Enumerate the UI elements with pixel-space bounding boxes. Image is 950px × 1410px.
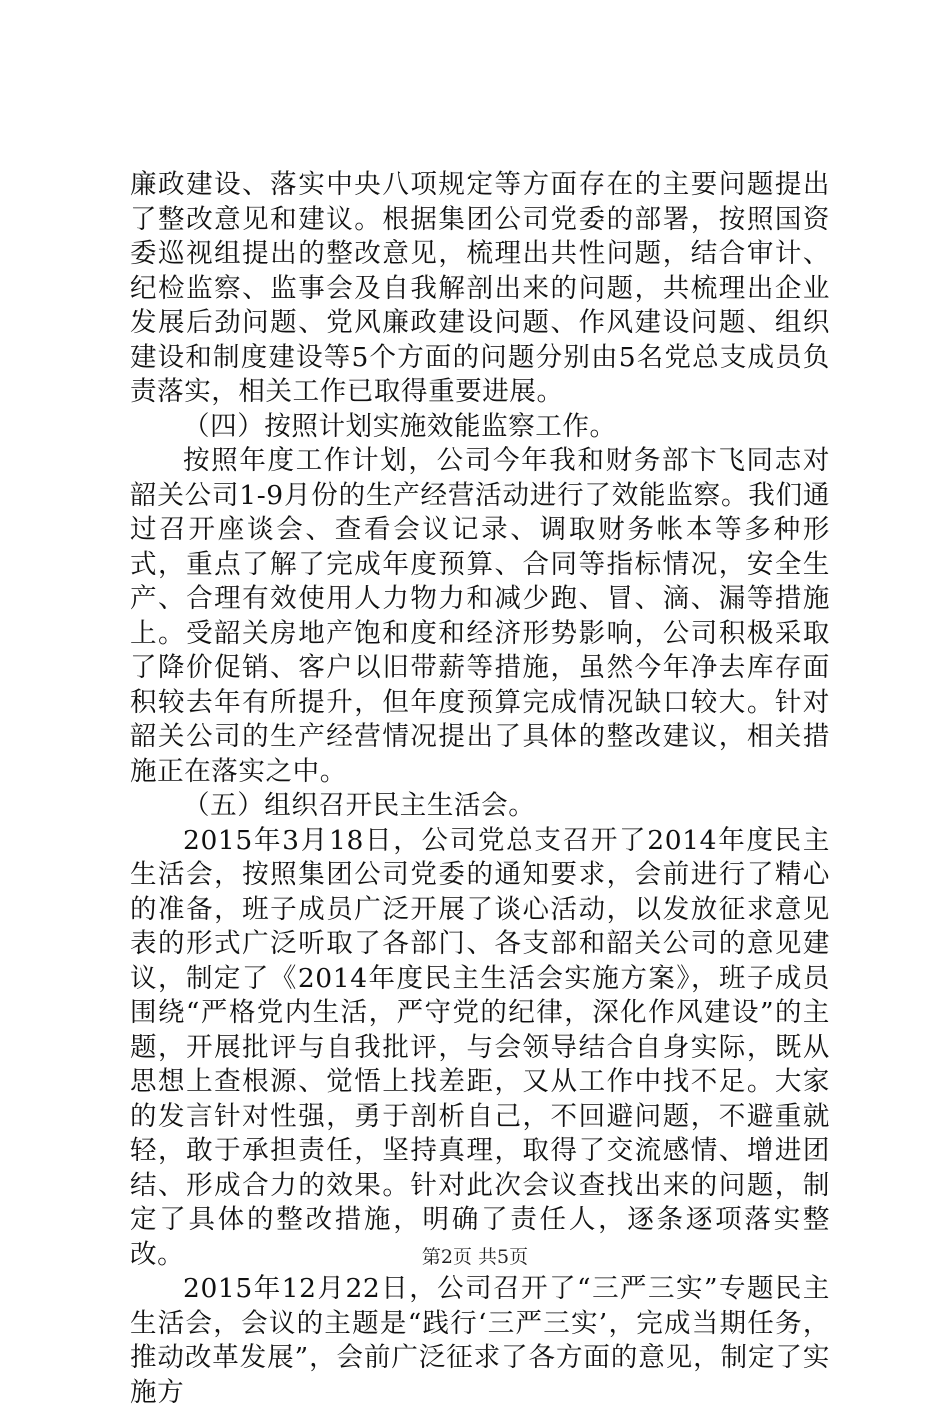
paragraph-democratic-life-meeting: 2015年3月18日，公司党总支召开了2014年度民主生活会，按照集团公司党委的通知要求，会前进行了精心的准备，班子成员广泛开展了谈心活动，以发放征求意见表的形式广泛听取了各部门、各支部和韶关公司的意见建议，制定了《2014年度民主生活会实施方案》，班子成员围绕“严格党内生活，严守党的纪律，深化作风建设”的主题，开展批评与自我批评，与会领导结合自身实际，既从思想上查根源、觉悟上找差距，又从工作中找不足。大家的发言针对性强，勇于剖析自己，不回避问题，不避重就轻，敢于承担责任，坚持真理，取得了交流感情、增进团结、形成合力的效果。针对此次会议查找出来的问题，制定了具体的整改措施，明确了责任人，逐条逐项落实整改。: [130, 824, 830, 1270]
page-number-label: 第2页 共5页: [421, 1246, 529, 1268]
document-body: [130, 168, 830, 1410]
section-heading-4: （四）按照计划实施效能监察工作。: [183, 410, 617, 442]
paragraph-efficiency-supervision: 按照年度工作计划，公司今年我和财务部卞飞同志对韶关公司1-9月份的生产经营活动进行了效能监察。我们通过召开座谈会、查看会议记录、调取财务帐本等多种形式，重点了解了完成年度预算、合同等指标情况，安全生产、合理有效使用人力物力和减少跑、冒、滴、漏等措施上。受韶关房地产饱和度和经济形势影响，公司积极采取了降价促销、客户以旧带薪等措施，虽然今年净去库存面积较去年有所提升，但年度预算完成情况缺口较大。针对韶关公司的生产经营情况提出了具体的整改建议，相关措施正在落实之中。: [130, 445, 830, 787]
paragraph-three-stricts-meeting: 2015年12月22日，公司召开了“三严三实”专题民主生活会，会议的主题是“践行‘三严三实’，完成当期任务，推动改革发展”，会前广泛征求了各方面的意见，制定了实施方: [130, 1273, 830, 1408]
section-heading-5: （五）组织召开民主生活会。: [183, 790, 536, 821]
paragraph-continuation: 廉政建设、落实中央八项规定等方面存在的主要问题提出了整改意见和建议。根据集团公司党委的部署，按照国资委巡视组提出的整改意见，梳理出共性问题，结合审计、纪检监察、监事会及自我解剖出来的问题，共梳理出企业发展后劲问题、党风廉政建设问题、作风建设问题、组织建设和制度建设等5个方面的问题分别由5名党总支成员负责落实，相关工作已取得重要进展。: [130, 169, 830, 407]
page-footer: [0, 1245, 950, 1269]
